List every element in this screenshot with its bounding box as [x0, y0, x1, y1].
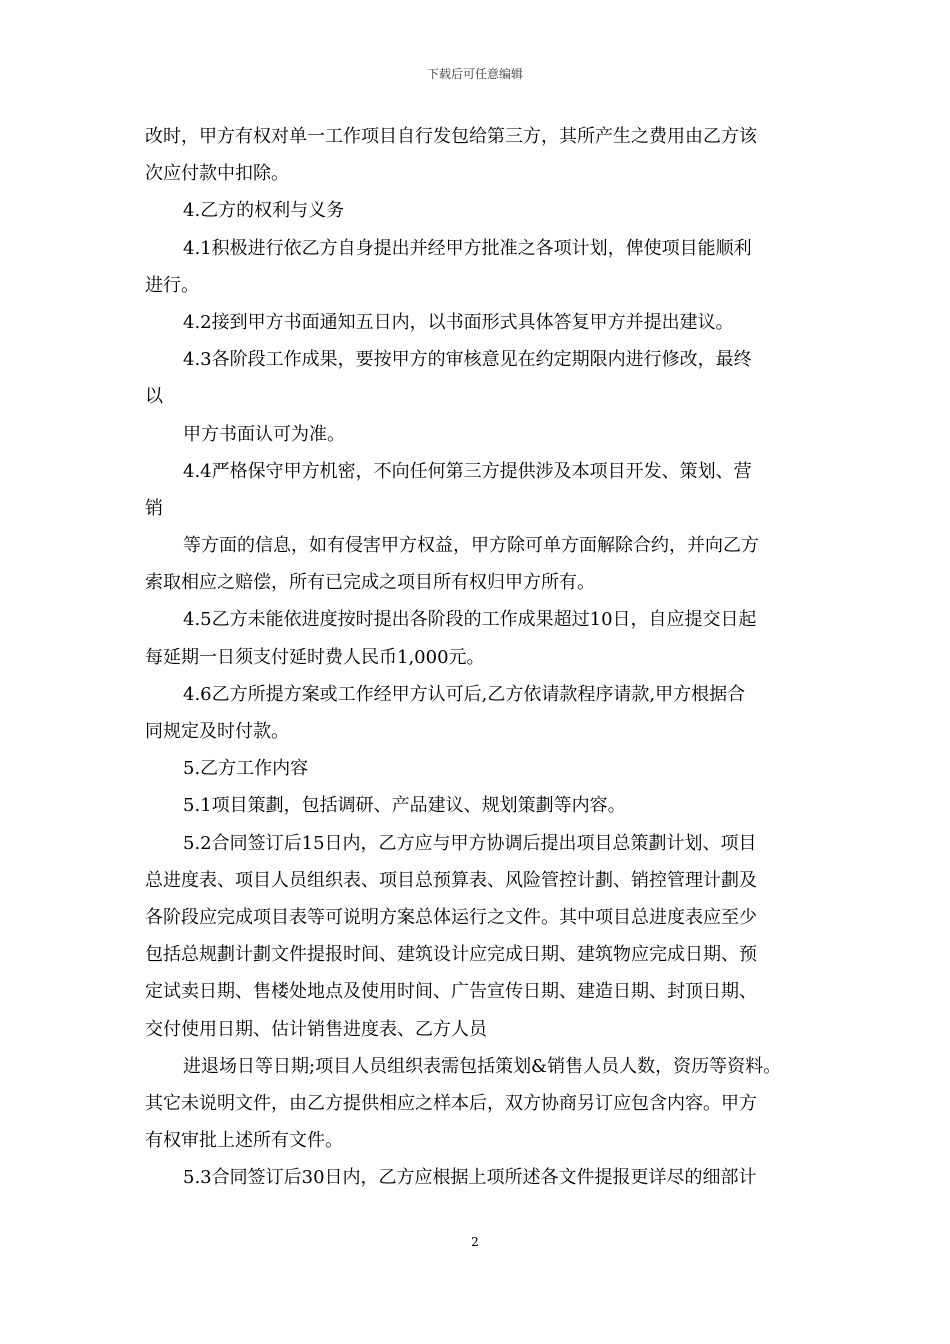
clause-4-5: 4.5乙方未能依进度按时提出各阶段的工作成果超过10日，自应提交日起 — [183, 609, 757, 631]
text-line: 定试卖日期、售楼处地点及使用时间、广告宣传日期、建造日期、封顶日期、 — [145, 981, 757, 1003]
text-line: 有权审批上述所有文件。 — [145, 1130, 343, 1152]
section-heading-5: 5.乙方工作内容 — [183, 758, 309, 780]
text-line: 总进度表、项目人员组织表、项目总预算表、风险管控计劃、销控管理计劃及 — [145, 869, 757, 891]
document-body — [145, 118, 815, 1196]
text-line: 次应付款中扣除。 — [145, 163, 289, 185]
clause-4-1: 4.1积极进行依乙方自身提出并经甲方批准之各项计划，俾使项目能顺利 — [183, 237, 752, 259]
section-heading-4: 4.乙方的权利与义务 — [183, 200, 345, 222]
text-line: 同规定及时付款。 — [145, 721, 289, 742]
text-line: 等方面的信息，如有侵害甲方权益，甲方除可单方面解除合约，并向乙方 — [183, 535, 759, 557]
clause-5-3: 5.3合同签订后30日内，乙方应根据上项所述各文件提报更详尽的细部计 — [183, 1167, 757, 1189]
text-line: 每延期一日须支付延时费人民币1,000元。 — [145, 646, 485, 668]
text-line: 进退场日等日期;项目人员组织表需包括策划&销售人员人数，资历等资料。 — [183, 1055, 782, 1077]
clause-5-2: 5.2合同签订后15日内，乙方应与甲方协调后提出项目总策劃计划、项目 — [183, 832, 757, 854]
text-line: 交付使用日期、估计销售进度表、乙方人员 — [145, 1018, 487, 1040]
text-line: 进行。 — [145, 274, 199, 296]
clause-4-4: 4.4严格保守甲方机密，不向任何第三方提供涉及本项目开发、策划、营 — [183, 460, 752, 482]
clause-4-2: 4.2接到甲方书面通知五日内，以书面形式具体答复甲方并提出建议。 — [183, 311, 734, 333]
clause-4-6: 4.6乙方所提方案或工作经甲方认可后,乙方依请款程序请款,甲方根据合 — [183, 683, 746, 705]
clause-5-1: 5.1项目策劃，包括调研、产品建议、规划策劃等内容。 — [183, 795, 626, 817]
text-line: 销 — [145, 497, 163, 519]
text-line: 以 — [145, 386, 163, 408]
text-line: 改时，甲方有权对单一工作项目自行发包给第三方，其所产生之费用由乙方该 — [145, 126, 757, 147]
page-header: 下载后可任意编辑 — [426, 67, 523, 81]
text-line: 各阶段应完成项目表等可说明方案总体运行之文件。其中项目总进度表应至少 — [145, 906, 757, 928]
text-line: 其它未说明文件，由乙方提供相应之样本后，双方协商另订应包含内容。甲方 — [145, 1092, 757, 1114]
clause-4-3: 4.3各阶段工作成果，要按甲方的审核意见在约定期限内进行修改，最终 — [183, 349, 752, 371]
text-line: 包括总规劃计劃文件提报时间、建筑设计应完成日期、建筑物应完成日期、预 — [145, 944, 757, 966]
text-line: 索取相应之赔偿，所有已完成之项目所有权归甲方所有。 — [145, 572, 595, 594]
text-line: 甲方书面认可为准。 — [183, 423, 345, 445]
page-number: 2 — [471, 1235, 479, 1249]
